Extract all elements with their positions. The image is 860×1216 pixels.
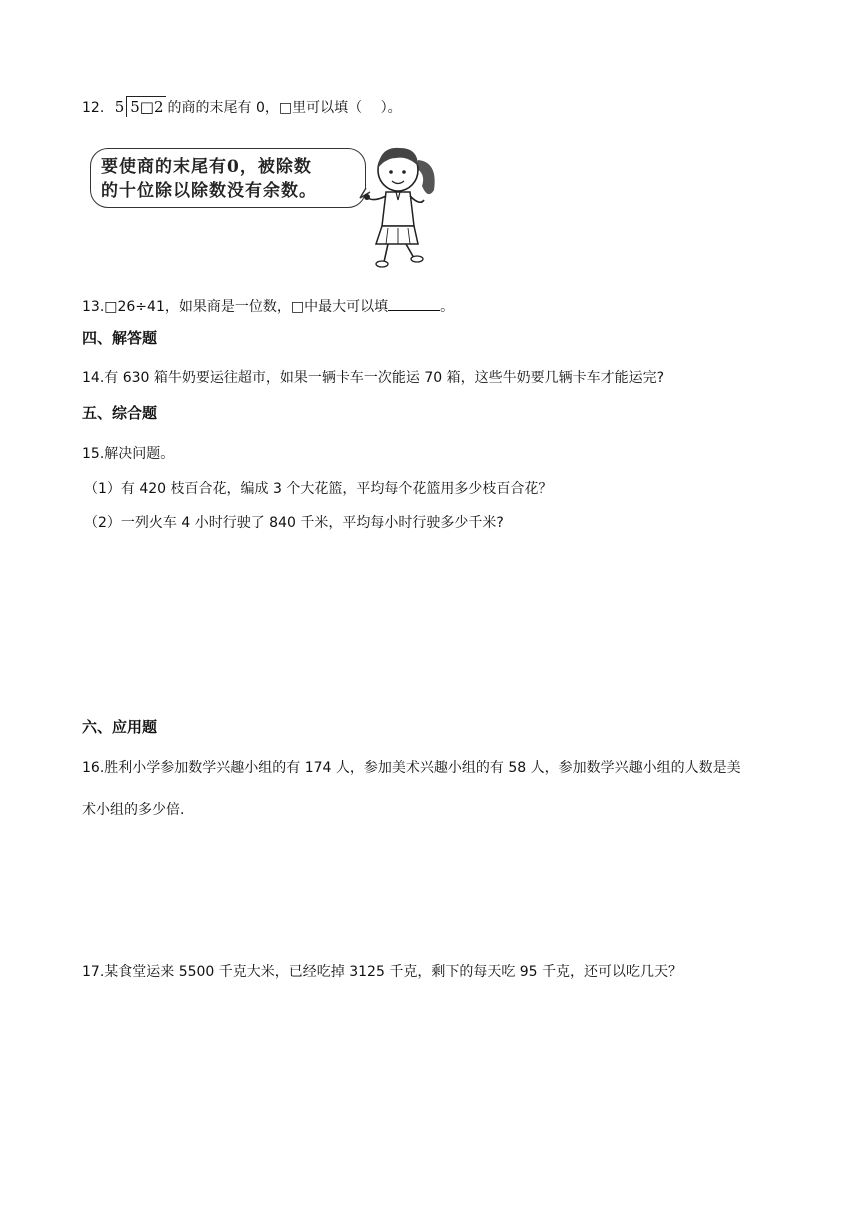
answer-blank[interactable]	[388, 296, 440, 311]
question-15-part-1: （1）有 420 枝百合花，编成 3 个大花篮，平均每个花篮用多少枝百合花？	[84, 481, 553, 497]
question-17: 17.某食堂运来 5500 千克大米，已经吃掉 3125 千克，剩下的每天吃 95 千克，还可以吃几天？	[82, 964, 683, 980]
bubble-line-1: 要使商的末尾有0，被除数	[101, 157, 312, 177]
section-heading-4: 四、解答题	[82, 329, 158, 347]
question-number: 12.	[82, 100, 105, 116]
question-12	[82, 96, 402, 118]
section-heading-6: 六、应用题	[82, 718, 158, 736]
question-text: 13.□26÷41，如果商是一位数，□中最大可以填	[82, 299, 389, 315]
question-15-part-2: （2）一列火车 4 小时行驶了 840 千米，平均每小时行驶多少千米?	[84, 515, 504, 531]
divisor: 5	[114, 98, 125, 116]
question-end: 。	[440, 299, 455, 315]
question-text: 的商的末尾有 0，□里可以填（ ）。	[167, 100, 402, 116]
dividend: 5□2	[126, 96, 165, 117]
question-13	[82, 296, 454, 317]
hint-illustration	[84, 140, 444, 270]
question-14: 14.有 630 箱牛奶要运往超市，如果一辆卡车一次能运 70 箱，这些牛奶要几辆卡车才能运完?	[82, 370, 665, 386]
question-15: 15.解决问题。	[82, 446, 175, 462]
section-heading-5: 五、综合题	[82, 404, 158, 422]
speech-bubble	[90, 148, 366, 208]
bubble-line-2: 的十位除以除数没有余数。	[101, 181, 317, 201]
long-division-expression	[115, 96, 166, 117]
question-16-line-1: 16.胜利小学参加数学兴趣小组的有 174 人，参加美术兴趣小组的有 58 人，参加数学兴趣小组的人数是美	[82, 760, 741, 776]
girl-illustration	[358, 140, 448, 270]
question-16-line-2: 术小组的多少倍.	[82, 802, 185, 818]
